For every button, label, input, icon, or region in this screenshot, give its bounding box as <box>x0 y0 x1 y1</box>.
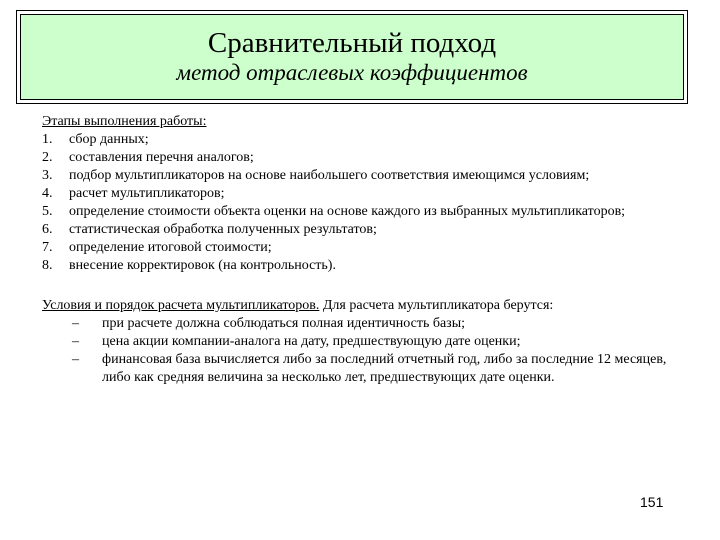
list-item <box>42 185 682 203</box>
list-item <box>42 149 682 167</box>
list-item-text: при расчете должна соблюдаться полная идентичность базы; <box>102 316 466 331</box>
list-item <box>72 315 682 333</box>
list-item <box>42 257 682 275</box>
list-item-text: составления перечня аналогов; <box>69 150 254 165</box>
list-item-text: сбор данных; <box>69 132 149 147</box>
list-item-text: цена акции компании-аналога на дату, предшествующую дате оценки; <box>102 334 521 349</box>
list-item-number: 2. <box>42 150 53 165</box>
stages-list <box>42 131 682 275</box>
conditions-paragraph <box>42 297 682 315</box>
list-item-number: 7. <box>42 240 53 255</box>
list-item-number: 1. <box>42 132 53 147</box>
title-box <box>20 14 684 100</box>
list-item-text: подбор мультипликаторов на основе наибольшего соответствия имеющимся условиям; <box>69 168 590 183</box>
list-item-number: 5. <box>42 204 53 219</box>
list-item-number: 8. <box>42 258 53 273</box>
conditions-intro: Для расчета мультипликатора берутся: <box>319 298 554 313</box>
list-item <box>42 167 682 185</box>
list-item-text: финансовая база вычисляется либо за последний отчетный год, либо за последние 12 месяцев, либо как средняя величина за несколько лет, предшествующих дате оценки. <box>102 352 667 385</box>
list-item <box>42 203 682 221</box>
slide-content <box>42 113 682 387</box>
conditions-list <box>42 315 682 387</box>
list-item <box>42 239 682 257</box>
list-item <box>72 333 682 351</box>
list-item-number: 3. <box>42 168 53 183</box>
list-item <box>42 131 682 149</box>
list-item-text: определение итоговой стоимости; <box>69 240 272 255</box>
dash-bullet: – <box>72 352 79 367</box>
list-item-number: 4. <box>42 186 53 201</box>
list-item-text: определение стоимости объекта оценки на основе каждого из выбранных мультипликаторов; <box>69 204 626 219</box>
slide-title: Сравнительный подход <box>207 27 497 59</box>
list-item-text: внесение корректировок (на контрольность). <box>69 258 336 273</box>
slide-subtitle: метод отраслевых коэффициентов <box>176 60 528 85</box>
conditions-heading: Условия и порядок расчета мультипликаторов. <box>42 298 320 313</box>
page-number: 151 <box>640 494 664 510</box>
list-item <box>42 221 682 239</box>
list-item-text: статистическая обработка полученных результатов; <box>69 222 377 237</box>
dash-bullet: – <box>72 334 79 349</box>
list-item <box>72 351 682 387</box>
list-item-number: 6. <box>42 222 53 237</box>
dash-bullet: – <box>72 316 79 331</box>
stages-heading: Этапы выполнения работы: <box>42 114 207 129</box>
list-item-text: расчет мультипликаторов; <box>69 186 225 201</box>
